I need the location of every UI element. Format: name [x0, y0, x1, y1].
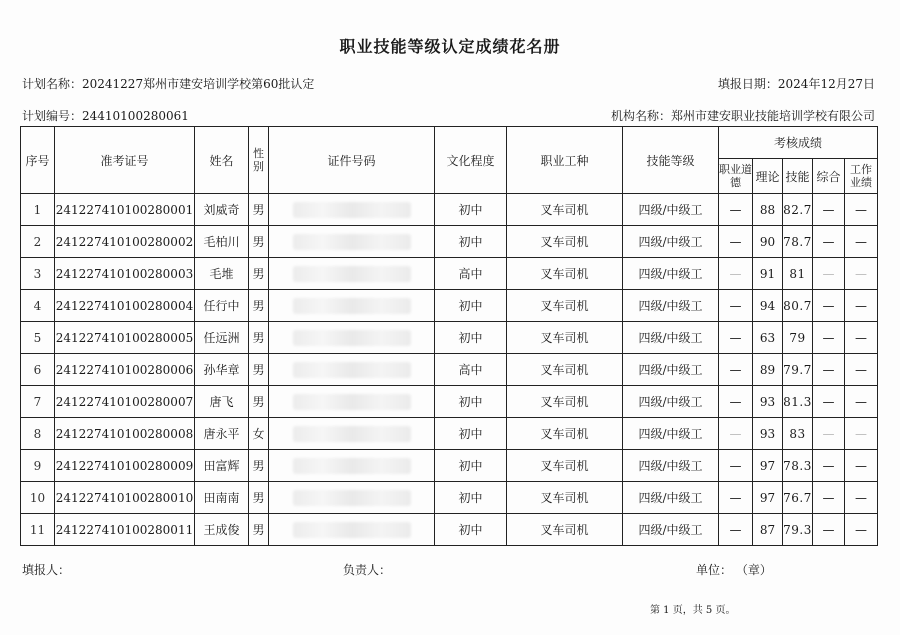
id-number-cell [269, 322, 435, 354]
name-cell: 唐飞 [195, 386, 249, 418]
work-cell: — [845, 482, 878, 514]
ethics-cell: — [719, 258, 753, 290]
overall-cell: — [813, 482, 845, 514]
overall-cell: — [813, 258, 845, 290]
level-cell: 四级/中级工 [623, 418, 719, 450]
footer-filler: 填报人： [22, 563, 71, 577]
exam-no-cell: 241227410100280008 [55, 418, 195, 450]
redacted-id-number [293, 330, 411, 346]
education-cell: 初中 [435, 482, 507, 514]
id-number-cell [269, 354, 435, 386]
overall-cell: — [813, 322, 845, 354]
work-cell: — [845, 514, 878, 546]
redacted-id-number [293, 202, 411, 218]
header-overall: 综合 [813, 159, 845, 194]
skill-cell: 79.3 [783, 514, 813, 546]
table-row [21, 194, 878, 226]
name-cell: 刘威奇 [195, 194, 249, 226]
seq-cell: 6 [21, 354, 55, 386]
table-row [21, 354, 878, 386]
job-cell: 叉车司机 [507, 450, 623, 482]
ethics-cell: — [719, 354, 753, 386]
education-cell: 初中 [435, 450, 507, 482]
gender-cell: 女 [249, 418, 269, 450]
score-roster-table [20, 126, 878, 546]
gender-cell: 男 [249, 514, 269, 546]
exam-no-cell: 241227410100280004 [55, 290, 195, 322]
fill-date: 填报日期：2024年12月27日 [717, 77, 875, 91]
skill-cell: 78.7 [783, 226, 813, 258]
id-number-cell [269, 418, 435, 450]
work-cell: — [845, 450, 878, 482]
job-cell: 叉车司机 [507, 290, 623, 322]
job-cell: 叉车司机 [507, 482, 623, 514]
redacted-id-number [293, 426, 411, 442]
seq-cell: 5 [21, 322, 55, 354]
education-cell: 初中 [435, 194, 507, 226]
skill-cell: 79 [783, 322, 813, 354]
id-number-cell [269, 194, 435, 226]
header-skill: 技能 [783, 159, 813, 194]
header-education: 文化程度 [435, 127, 507, 194]
redacted-id-number [293, 522, 411, 538]
education-cell: 初中 [435, 514, 507, 546]
footer-responsible: 负责人： [343, 563, 392, 577]
name-cell: 毛堆 [195, 258, 249, 290]
ethics-cell: — [719, 450, 753, 482]
education-cell: 初中 [435, 386, 507, 418]
gender-cell: 男 [249, 258, 269, 290]
ethics-cell: — [719, 514, 753, 546]
footer-unit: 单位： （章） [696, 563, 772, 577]
theory-cell: 89 [753, 354, 783, 386]
table-row [21, 418, 878, 450]
name-cell: 任行中 [195, 290, 249, 322]
seq-cell: 4 [21, 290, 55, 322]
table-row [21, 482, 878, 514]
redacted-id-number [293, 362, 411, 378]
job-cell: 叉车司机 [507, 514, 623, 546]
plan-name: 计划名称：20241227郑州市建安培训学校第60批认定 [22, 77, 315, 91]
gender-cell: 男 [249, 226, 269, 258]
seq-cell: 2 [21, 226, 55, 258]
exam-no-cell: 241227410100280010 [55, 482, 195, 514]
id-number-cell [269, 258, 435, 290]
skill-cell: 81 [783, 258, 813, 290]
job-cell: 叉车司机 [507, 194, 623, 226]
overall-cell: — [813, 194, 845, 226]
skill-cell: 81.3 [783, 386, 813, 418]
job-cell: 叉车司机 [507, 354, 623, 386]
seq-cell: 8 [21, 418, 55, 450]
overall-cell: — [813, 386, 845, 418]
header-name: 姓名 [195, 127, 249, 194]
roster-body [21, 194, 878, 546]
table-row [21, 290, 878, 322]
level-cell: 四级/中级工 [623, 450, 719, 482]
seq-cell: 10 [21, 482, 55, 514]
skill-cell: 83 [783, 418, 813, 450]
theory-cell: 63 [753, 322, 783, 354]
seq-cell: 11 [21, 514, 55, 546]
education-cell: 高中 [435, 354, 507, 386]
ethics-cell: — [719, 194, 753, 226]
theory-cell: 94 [753, 290, 783, 322]
gender-cell: 男 [249, 450, 269, 482]
page-indicator: 第 1 页，共 5 页。 [650, 605, 736, 616]
name-cell: 王成俊 [195, 514, 249, 546]
education-cell: 初中 [435, 226, 507, 258]
education-cell: 高中 [435, 258, 507, 290]
redacted-id-number [293, 458, 411, 474]
gender-cell: 男 [249, 354, 269, 386]
seq-cell: 1 [21, 194, 55, 226]
header-theory: 理论 [753, 159, 783, 194]
header-ethics: 职业道德 [719, 159, 753, 194]
id-number-cell [269, 514, 435, 546]
exam-no-cell: 241227410100280005 [55, 322, 195, 354]
redacted-id-number [293, 490, 411, 506]
header-work: 工作业绩 [845, 159, 878, 194]
header-id-no: 证件号码 [269, 127, 435, 194]
job-cell: 叉车司机 [507, 418, 623, 450]
organization-name: 机构名称：郑州市建安职业技能培训学校有限公司 [610, 109, 875, 123]
job-cell: 叉车司机 [507, 258, 623, 290]
level-cell: 四级/中级工 [623, 322, 719, 354]
theory-cell: 91 [753, 258, 783, 290]
ethics-cell: — [719, 482, 753, 514]
skill-cell: 79.7 [783, 354, 813, 386]
header-seq: 序号 [21, 127, 55, 194]
id-number-cell [269, 226, 435, 258]
overall-cell: — [813, 450, 845, 482]
header-level: 技能等级 [623, 127, 719, 194]
table-row [21, 258, 878, 290]
education-cell: 初中 [435, 290, 507, 322]
overall-cell: — [813, 226, 845, 258]
work-cell: — [845, 226, 878, 258]
job-cell: 叉车司机 [507, 322, 623, 354]
gender-cell: 男 [249, 290, 269, 322]
name-cell: 唐永平 [195, 418, 249, 450]
theory-cell: 93 [753, 418, 783, 450]
seq-cell: 9 [21, 450, 55, 482]
level-cell: 四级/中级工 [623, 514, 719, 546]
level-cell: 四级/中级工 [623, 226, 719, 258]
level-cell: 四级/中级工 [623, 354, 719, 386]
redacted-id-number [293, 266, 411, 282]
work-cell: — [845, 354, 878, 386]
education-cell: 初中 [435, 322, 507, 354]
level-cell: 四级/中级工 [623, 482, 719, 514]
theory-cell: 93 [753, 386, 783, 418]
gender-cell: 男 [249, 322, 269, 354]
header-scores: 考核成绩 [719, 127, 878, 159]
id-number-cell [269, 482, 435, 514]
ethics-cell: — [719, 226, 753, 258]
redacted-id-number [293, 298, 411, 314]
level-cell: 四级/中级工 [623, 290, 719, 322]
table-row [21, 514, 878, 546]
job-cell: 叉车司机 [507, 386, 623, 418]
work-cell: — [845, 322, 878, 354]
seq-cell: 3 [21, 258, 55, 290]
theory-cell: 97 [753, 482, 783, 514]
name-cell: 任远洲 [195, 322, 249, 354]
table-row [21, 322, 878, 354]
exam-no-cell: 241227410100280011 [55, 514, 195, 546]
name-cell: 田南南 [195, 482, 249, 514]
redacted-id-number [293, 234, 411, 250]
plan-number: 计划编号：24410100280061 [22, 109, 189, 123]
table-row [21, 226, 878, 258]
ethics-cell: — [719, 322, 753, 354]
work-cell: — [845, 290, 878, 322]
skill-cell: 82.7 [783, 194, 813, 226]
id-number-cell [269, 290, 435, 322]
header-exam-no: 准考证号 [55, 127, 195, 194]
gender-cell: 男 [249, 386, 269, 418]
exam-no-cell: 241227410100280003 [55, 258, 195, 290]
overall-cell: — [813, 514, 845, 546]
work-cell: — [845, 258, 878, 290]
theory-cell: 90 [753, 226, 783, 258]
id-number-cell [269, 450, 435, 482]
ethics-cell: — [719, 386, 753, 418]
theory-cell: 97 [753, 450, 783, 482]
page-title: 职业技能等级认定成绩花名册 [339, 37, 561, 56]
name-cell: 田富辉 [195, 450, 249, 482]
skill-cell: 78.3 [783, 450, 813, 482]
redacted-id-number [293, 394, 411, 410]
name-cell: 毛柏川 [195, 226, 249, 258]
overall-cell: — [813, 354, 845, 386]
exam-no-cell: 241227410100280002 [55, 226, 195, 258]
seq-cell: 7 [21, 386, 55, 418]
work-cell: — [845, 418, 878, 450]
skill-cell: 76.7 [783, 482, 813, 514]
overall-cell: — [813, 290, 845, 322]
work-cell: — [845, 194, 878, 226]
table-row [21, 386, 878, 418]
level-cell: 四级/中级工 [623, 194, 719, 226]
ethics-cell: — [719, 418, 753, 450]
name-cell: 孙华章 [195, 354, 249, 386]
level-cell: 四级/中级工 [623, 258, 719, 290]
exam-no-cell: 241227410100280001 [55, 194, 195, 226]
education-cell: 初中 [435, 418, 507, 450]
theory-cell: 88 [753, 194, 783, 226]
header-job: 职业工种 [507, 127, 623, 194]
exam-no-cell: 241227410100280007 [55, 386, 195, 418]
theory-cell: 87 [753, 514, 783, 546]
overall-cell: — [813, 418, 845, 450]
gender-cell: 男 [249, 194, 269, 226]
header-gender: 性别 [249, 127, 269, 194]
work-cell: — [845, 386, 878, 418]
skill-cell: 80.7 [783, 290, 813, 322]
exam-no-cell: 241227410100280006 [55, 354, 195, 386]
ethics-cell: — [719, 290, 753, 322]
level-cell: 四级/中级工 [623, 386, 719, 418]
exam-no-cell: 241227410100280009 [55, 450, 195, 482]
id-number-cell [269, 386, 435, 418]
job-cell: 叉车司机 [507, 226, 623, 258]
table-row [21, 450, 878, 482]
gender-cell: 男 [249, 482, 269, 514]
